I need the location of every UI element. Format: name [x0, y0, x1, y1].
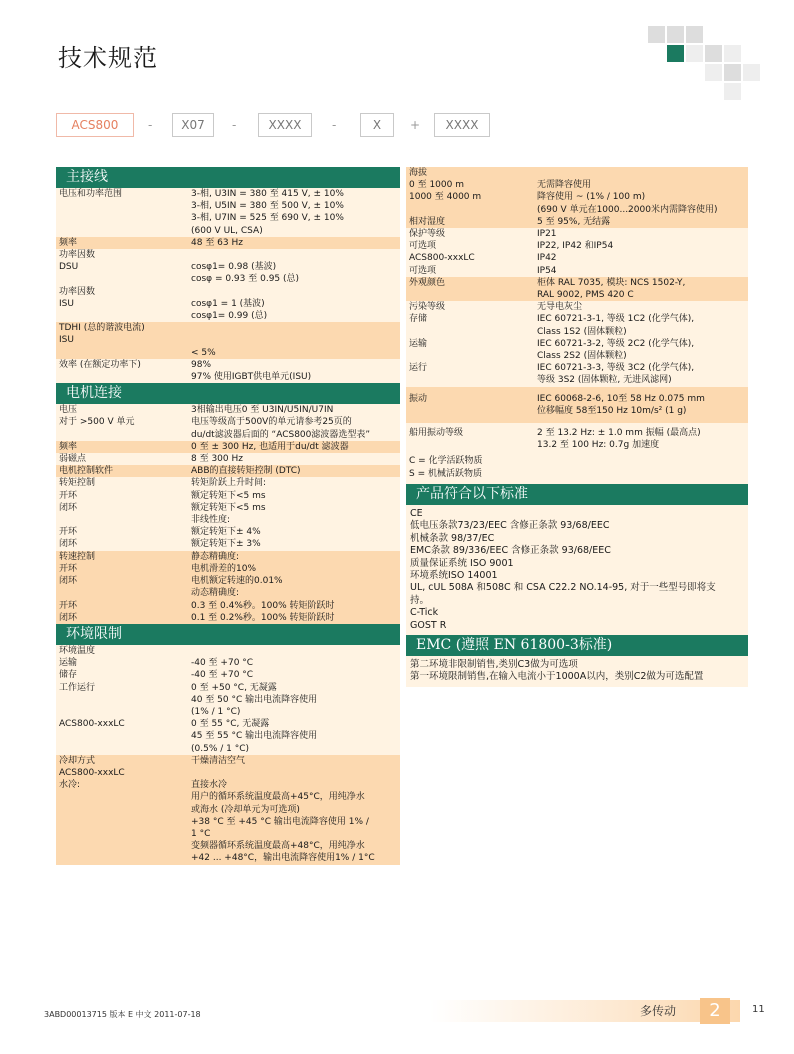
spec-value: 2 至 13.2 Hz: ± 1.0 mm 振幅 (最高点) 13.2 至 100 Hz: 0.7g 加速度: [537, 428, 701, 451]
page-title: 技术规范: [58, 44, 158, 72]
code-x07: X07: [172, 113, 214, 137]
spec-label: 外观颜色: [409, 277, 446, 288]
code-sep: +: [410, 118, 421, 132]
abb-logo-squares: [648, 26, 766, 100]
spec-label: 海拔 0 至 1000 m 1000 至 4000 m: [409, 168, 482, 203]
spec-row: [406, 301, 748, 386]
code-x: X: [360, 113, 394, 137]
code-option: XXXX: [434, 113, 490, 137]
spec-label: 频率: [59, 237, 78, 248]
spec-row: [56, 286, 400, 323]
spec-value: IP21 IP22, IP42 和IP54 IP42 IP54: [537, 229, 614, 276]
spec-row: [56, 359, 400, 383]
section-header-env: 环境限制: [56, 624, 400, 645]
spec-value: [537, 455, 748, 479]
spec-label: 冷却方式 ACS800-xxxLC 水冷:: [59, 755, 125, 791]
footer-band: [430, 1000, 740, 1022]
section-header-main: 主接线: [56, 167, 400, 188]
spec-row: [56, 404, 400, 441]
spec-label: 功率因数 ISU: [59, 286, 96, 309]
code-xxxx: XXXX: [258, 113, 312, 137]
spec-value: 干燥清洁空气 直接水冷 用户的循环系统温度最高+45°C，用纯净水 或海水 (冷却单元为可选项) +38 °C 至 +45 °C 输出电流降容使用 1% / 1 °C 变频器循环系统温度最高+48°C，用纯净水 +42 ... +48°C，输出电流降容使用1% / 1°C: [191, 755, 375, 864]
spec-row: [406, 423, 748, 455]
spec-row: [56, 441, 400, 453]
spec-value: 柜体 RAL 7035, 模块: NCS 1502-Y, RAL 9002, PMS 420 C: [537, 277, 686, 301]
spec-row: [406, 455, 748, 483]
spec-row: [406, 216, 748, 228]
spec-row: [406, 277, 748, 301]
spec-value: 静态精确度: 电机滑差的10% 电机额定转速的0.01% 动态精确度: 0.3 至 0.4%秒。100% 转矩阶跃时 0.1 至 0.2%秒。100% 转矩阶跃时: [191, 551, 335, 623]
section-header-motor: 电机连接: [56, 383, 400, 404]
spec-label: 电机控制软件: [59, 466, 114, 477]
doc-number: 3ABD00013715 版本 E 中文 2011-07-18: [44, 1010, 201, 1019]
spec-row: [56, 237, 400, 249]
footer-section-label: 多传动: [640, 1004, 677, 1018]
spec-row: [56, 645, 400, 755]
spec-label: 电压 对于 >500 V 单元: [59, 405, 135, 428]
page-number: 11: [752, 1004, 765, 1015]
spec-value: 8 至 300 Hz: [191, 454, 243, 465]
code-sep: -: [148, 118, 153, 132]
section-header-standards: 产品符合以下标准: [406, 484, 748, 505]
spec-value: 无导电灰尘 IEC 60721-3-1, 等级 1C2 (化学气体), Class 1S2 (固体颗粒) IEC 60721-3-2, 等级 2C2 (化学气体), Class 2S2 (固体颗粒) IEC 60721-3-3, 等级 3C2 (化学气体), 等级 3S2 (固体颗粒, 无进风滤网): [537, 302, 695, 386]
spec-label: 电压和功率范围: [59, 189, 123, 199]
spec-value: cosφ1= 0.98 (基波) cosφ = 0.93 至 0.95 (总): [191, 262, 300, 285]
spec-value: 转矩阶跃上升时间: 额定转矩下<5 ms 额定转矩下<5 ms 非线性度: 额定转矩下± 4% 额定转矩下± 3%: [191, 478, 267, 550]
spec-row: [56, 465, 400, 477]
spec-row: [406, 228, 748, 277]
spec-label: TDHI (总的谐波电流) ISU: [59, 323, 145, 346]
spec-label: 环境温度 运输 储存 工作运行 ACS800-xxxLC: [59, 645, 125, 730]
code-sep: -: [232, 118, 237, 132]
spec-row: [56, 551, 400, 624]
spec-value: 48 至 63 Hz: [191, 237, 243, 248]
spec-label: 转矩控制 开环 闭环 开环 闭环: [59, 478, 96, 550]
spec-row: [56, 249, 400, 286]
spec-row: [56, 453, 400, 465]
spec-row: [56, 755, 400, 865]
spec-row: [406, 387, 748, 423]
section-header-emc: EMC (遵照 EN 61800-3标准): [406, 635, 748, 656]
spec-label: 功率因数 DSU: [59, 250, 96, 273]
spec-label: C = 化学活跃物质 S = 机械活跃物质: [409, 456, 483, 479]
spec-value: 98% 97% 使用IGBT供电单元(ISU): [191, 359, 312, 383]
code-sep: -: [332, 118, 337, 132]
spec-label: 频率: [59, 441, 78, 452]
emc-text: 第二环境非限制销售,类别C3做为可选项 第一环境限制销售,在输入电流小于1000A以内，类别C2做为可选配置: [406, 656, 748, 687]
spec-label: 转速控制 开环 闭环 开环 闭环: [59, 551, 96, 623]
spec-value: 无需降容使用 降容使用 ~ (1% / 100 m) (690 V 单元在1000...2000米内需降容使用): [537, 180, 718, 215]
spec-row: [56, 322, 400, 359]
spec-value: < 5%: [191, 347, 216, 358]
spec-label: 船用振动等级: [409, 428, 464, 439]
standards-list: CE 低电压条款73/23/EEC 含修正条款 93/68/EEC 机械条款 98/37/EC EMC条款 89/336/EEC 含修正条款 93/68/EEC 质量保证系统 ISO 9001 环境系统ISO 14001 UL, cUL 508A 和508C 和 CSA C22.2 NO.14-95, 对于一些型号即将支 持。 C-Tick GOST R: [406, 505, 748, 635]
spec-value: 5 至 95%, 无结露: [537, 216, 611, 227]
spec-value: IEC 60068-2-6, 10至 58 Hz 0.075 mm 位移幅度 58至150 Hz 10m/s² (1 g): [537, 393, 705, 416]
left-column: [56, 167, 400, 865]
spec-row: [56, 477, 400, 550]
spec-label: 弱磁点: [59, 454, 87, 465]
spec-value: -40 至 +70 °C -40 至 +70 °C 0 至 +50 °C, 无凝露 40 至 50 °C 输出电流降容使用 (1% / 1 °C) 0 至 55 °C, 无凝露 45 至 55 °C 输出电流降容使用 (0.5% / 1 °C): [191, 658, 318, 754]
spec-row: [56, 188, 400, 237]
spec-value: 3相输出电压0 至 U3IN/U5IN/U7IN 电压等级高于500V的单元请参考25页的 du/dt滤波器后面的 “ACS800滤波器选型表”: [191, 405, 371, 440]
spec-value: 0 至 ± 300 Hz, 也适用于du/dt 滤波器: [191, 441, 349, 452]
spec-label: 污染等级 存储 运输 运行: [409, 302, 446, 374]
spec-label: 效率 (在额定功率下): [59, 359, 141, 370]
spec-row: [406, 167, 748, 216]
spec-label: 保护等级 可选项 ACS800-xxxLC 可选项: [409, 229, 475, 276]
spec-value: ABB的直接转矩控制 (DTC): [191, 466, 301, 477]
spec-value: cosφ1 = 1 (基波) cosφ1= 0.99 (总): [191, 298, 268, 322]
spec-value: 3-相, U3IN = 380 至 415 V, ± 10% 3-相, U5IN = 380 至 500 V, ± 10% 3-相, U7IN = 525 至 690 V, ± 10% (600 V UL, CSA): [191, 189, 344, 236]
code-acs800: ACS800: [56, 113, 134, 137]
spec-label: 振动: [409, 393, 428, 404]
spec-label: 相对湿度: [409, 216, 446, 227]
chapter-number: 2: [700, 998, 730, 1024]
right-column: [406, 167, 748, 687]
